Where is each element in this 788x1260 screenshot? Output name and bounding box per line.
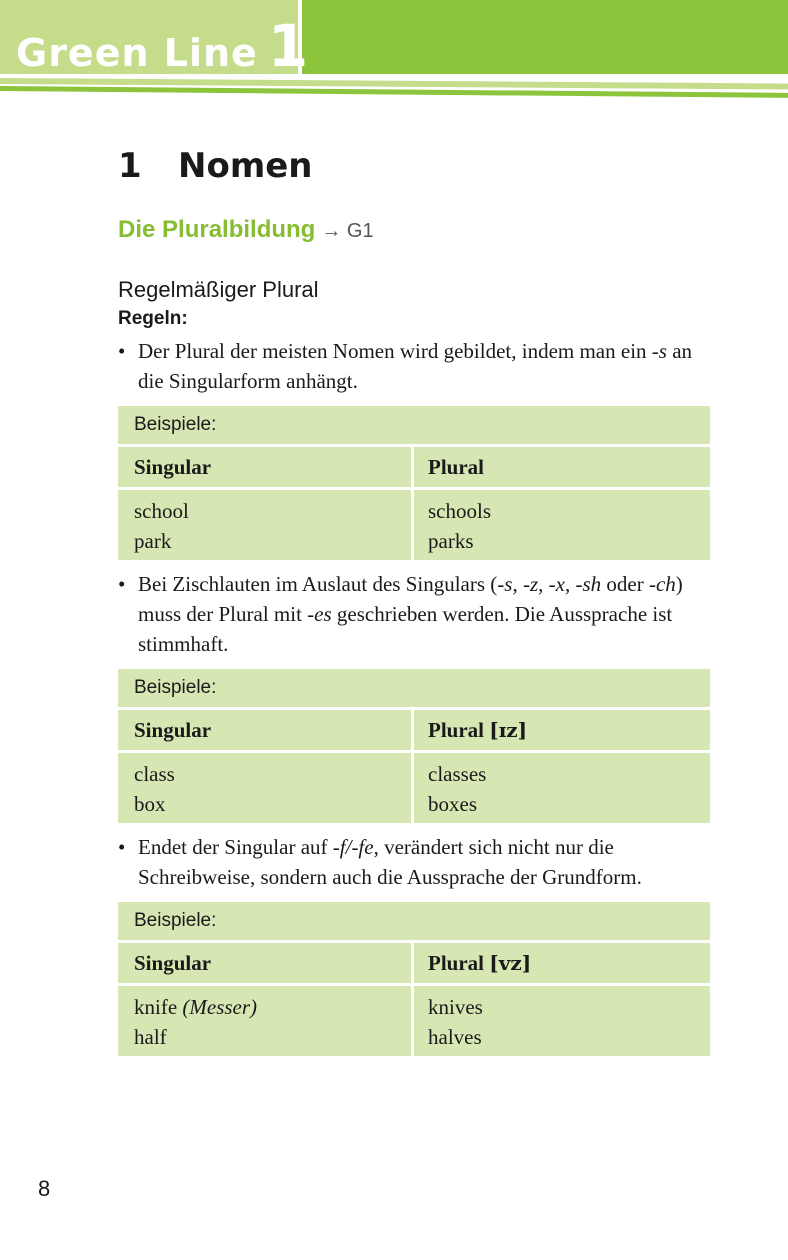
singular-cell: [118, 753, 414, 823]
chapter-title-text: Nomen: [178, 146, 313, 186]
plural-cell: [414, 490, 710, 560]
rule-text-segment: ) muss der Plural mit: [138, 572, 683, 626]
bullet-icon: •: [118, 835, 126, 859]
singular-cell: [118, 490, 414, 560]
singular-word-text: box: [134, 792, 166, 816]
page-header: [0, 0, 788, 100]
column-header-singular: Singular: [118, 943, 414, 983]
translation-note: (Messer): [182, 995, 258, 1019]
rule-text-italic: -es: [307, 602, 332, 626]
rule-bullet: [118, 569, 710, 659]
example-table-header: Beispiele:: [118, 902, 710, 943]
page-content: [118, 140, 710, 1065]
singular-word: [134, 789, 411, 819]
column-header-plural: [414, 710, 710, 750]
example-table: [118, 669, 710, 823]
rule-text-segment: oder: [601, 572, 649, 596]
rule-bullet: [118, 336, 710, 396]
singular-word-text: park: [134, 529, 172, 553]
plural-word: classes: [428, 762, 487, 786]
singular-word: [134, 496, 411, 526]
subsection-title: Regelmäßiger Plural: [118, 277, 319, 302]
plural-word: halves: [428, 1025, 482, 1049]
section-title-text: Die Pluralbildung: [118, 216, 316, 243]
column-header-plural-text: Plural: [428, 455, 484, 479]
column-header-singular: Singular: [118, 447, 414, 487]
rule-text-segment: Bei Zischlauten im Auslaut des Singulars (: [138, 572, 498, 596]
plural-word: boxes: [428, 792, 477, 816]
section-title: [118, 210, 710, 250]
rule-text-italic: -z: [522, 572, 539, 596]
bullet-icon: •: [118, 339, 126, 363]
column-header-plural: [414, 943, 710, 983]
rule-text: [138, 835, 642, 889]
singular-word: [134, 526, 411, 556]
grammar-reference-link[interactable]: → G1: [321, 220, 374, 242]
plural-word: knives: [428, 995, 483, 1019]
rule-text-italic: -s: [651, 339, 667, 363]
example-table-column-header: [118, 447, 710, 490]
rule-text-italic: -sh: [575, 572, 602, 596]
chapter-number: 1: [118, 146, 142, 186]
rule-text-segment: Der Plural der meisten Nomen wird gebildet, indem man ein: [138, 339, 652, 363]
singular-word: [134, 992, 411, 1022]
brand-color-bar: [302, 0, 788, 74]
rule-text-segment: ,: [564, 572, 576, 596]
rule-text-italic: -x: [548, 572, 565, 596]
rule-text-italic: -ch: [648, 572, 676, 596]
example-table: [118, 406, 710, 560]
column-header-plural-text: Plural: [428, 951, 484, 975]
example-table-header: Beispiele:: [118, 669, 710, 710]
column-header-plural: [414, 447, 710, 487]
singular-word: [134, 759, 411, 789]
singular-cell: [118, 986, 414, 1056]
rule-text: [138, 339, 692, 393]
rule-text-segment: an die Singularform anhängt.: [138, 339, 693, 393]
example-table-body: [118, 490, 710, 560]
rule-text-segment: ,: [538, 572, 549, 596]
singular-word-text: knife: [134, 995, 178, 1019]
rule-text-segment: ,: [512, 572, 523, 596]
example-table-body: [118, 986, 710, 1056]
example-table-header: Beispiele:: [118, 406, 710, 447]
singular-word-text: half: [134, 1025, 167, 1049]
plural-word: schools: [428, 499, 491, 523]
example-table-body: [118, 753, 710, 823]
rule-text-italic: -f/-fe: [332, 835, 374, 859]
brand-logo: [16, 12, 310, 80]
column-header-plural-text: Plural: [428, 718, 484, 742]
singular-word-text: class: [134, 762, 175, 786]
column-header-singular: Singular: [118, 710, 414, 750]
example-table-column-header: [118, 710, 710, 753]
rules-label: Regeln:: [118, 308, 188, 329]
example-table: [118, 902, 710, 1056]
pronunciation-ipa: [ɪz]: [489, 718, 528, 742]
chapter-title: [118, 140, 710, 192]
singular-word: [134, 1022, 411, 1052]
rule-text-segment: , verändert sich nicht nur die Schreibweise, sondern auch die Aussprache der Grundform.: [138, 835, 642, 889]
rule-text-italic: -s: [497, 572, 513, 596]
page-number: 8: [38, 1176, 51, 1201]
rule-text-segment: geschrieben werden. Die Aussprache ist stimmhaft.: [138, 602, 673, 656]
brand-name: Green Line: [16, 31, 258, 75]
brand-number: 1: [267, 12, 310, 80]
plural-cell: [414, 753, 710, 823]
plural-cell: [414, 986, 710, 1056]
plural-word: parks: [428, 529, 474, 553]
pronunciation-ipa: [vz]: [489, 951, 532, 975]
example-table-column-header: [118, 943, 710, 986]
rule-bullet: [118, 832, 710, 892]
rule-text-segment: Endet der Singular auf: [138, 835, 333, 859]
rule-text: [138, 572, 683, 656]
bullet-icon: •: [118, 572, 126, 596]
singular-word-text: school: [134, 499, 189, 523]
